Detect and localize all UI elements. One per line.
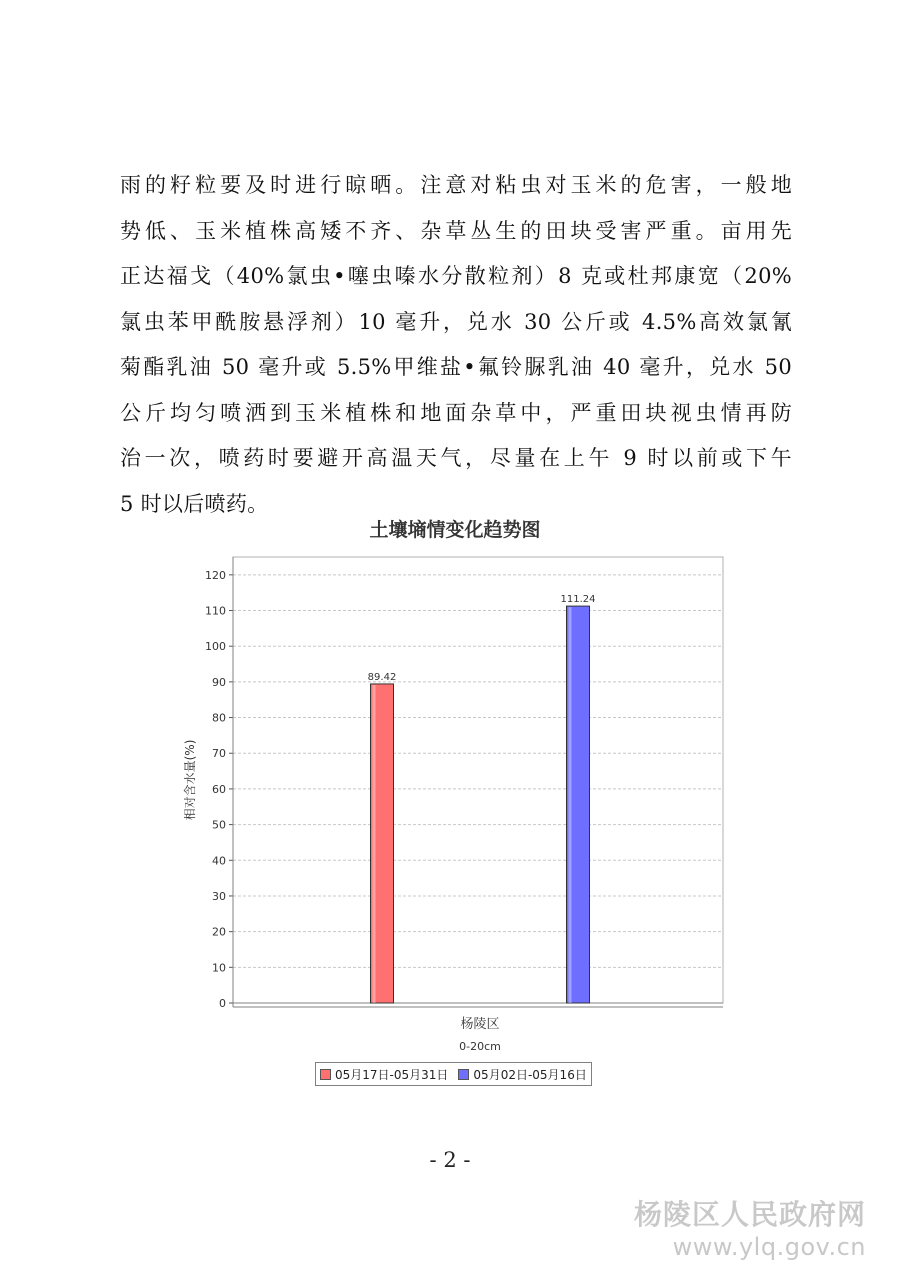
bar-value-label: 111.24 (560, 594, 596, 606)
y-tick-label: 100 (205, 640, 226, 654)
chart-title: 土壤墒情变化趋势图 (369, 519, 541, 541)
legend-swatch-blue (458, 1069, 469, 1080)
legend-item-series-2 (458, 1066, 586, 1083)
y-tick-label: 0 (219, 997, 226, 1010)
y-tick-label: 50 (212, 818, 226, 832)
x-axis-label: 0-20cm (459, 1040, 501, 1053)
y-tick-label: 80 (212, 711, 226, 725)
text-line: 治一次，喷药时要避开高温天气，尽量在上午 9 时以前或下午 (120, 446, 792, 470)
legend-label: 05月17日-05月31日 (335, 1067, 449, 1082)
watermark-name: 杨陵区人民政府网 (633, 1198, 866, 1231)
page-number: - 2 - (429, 1148, 471, 1172)
chart-canvas (170, 515, 740, 1095)
bar-highlight (569, 607, 572, 1003)
y-tick-label: 10 (212, 961, 226, 975)
text-line: 5 时以后喷药。 (120, 491, 269, 516)
moisture-chart (170, 515, 740, 1095)
text-line: 公斤均匀喷洒到玉米植株和地面杂草中，严重田块视虫情再防 (120, 400, 792, 425)
y-tick-label: 30 (212, 889, 226, 903)
text-line: 菊酯乳油 50 毫升或 5.5%甲维盐•氟铃脲乳油 40 毫升，兑水 50 (120, 355, 792, 379)
watermark-url: www.ylq.gov.cn (672, 1233, 866, 1261)
x-category-label: 杨陵区 (460, 1017, 500, 1032)
bar-highlight (373, 685, 376, 1003)
text-line: 氯虫苯甲酰胺悬浮剂）10 毫升，兑水 30 公斤或 4.5%高效氯氰 (120, 309, 792, 334)
y-tick-label: 110 (205, 604, 226, 618)
chart-legend (315, 1062, 592, 1086)
y-tick-label: 20 (212, 925, 226, 939)
y-tick-label: 120 (205, 568, 226, 582)
y-tick-label: 60 (212, 782, 226, 796)
text-line: 正达福戈（40%氯虫•噻虫嗪水分散粒剂）8 克或杜邦康宽（20% (120, 264, 792, 288)
y-tick-label: 90 (212, 675, 226, 689)
legend-label: 05月02日-05月16日 (473, 1067, 587, 1082)
bar-value-label: 89.42 (367, 671, 397, 683)
body-paragraph (120, 163, 792, 527)
text-line: 势低、玉米植株高矮不齐、杂草丛生的田块受害严重。亩用先 (120, 218, 792, 243)
y-axis-label: 相对含水量(%) (183, 739, 197, 821)
legend-item-series-1 (320, 1066, 448, 1083)
y-tick-label: 70 (212, 747, 226, 761)
text-line: 雨的籽粒要及时进行晾晒。注意对粘虫对玉米的危害，一般地 (120, 173, 792, 197)
y-tick-label: 40 (212, 854, 226, 868)
site-watermark (634, 1198, 866, 1262)
legend-swatch-red (320, 1069, 331, 1080)
plot-area (233, 557, 723, 1003)
